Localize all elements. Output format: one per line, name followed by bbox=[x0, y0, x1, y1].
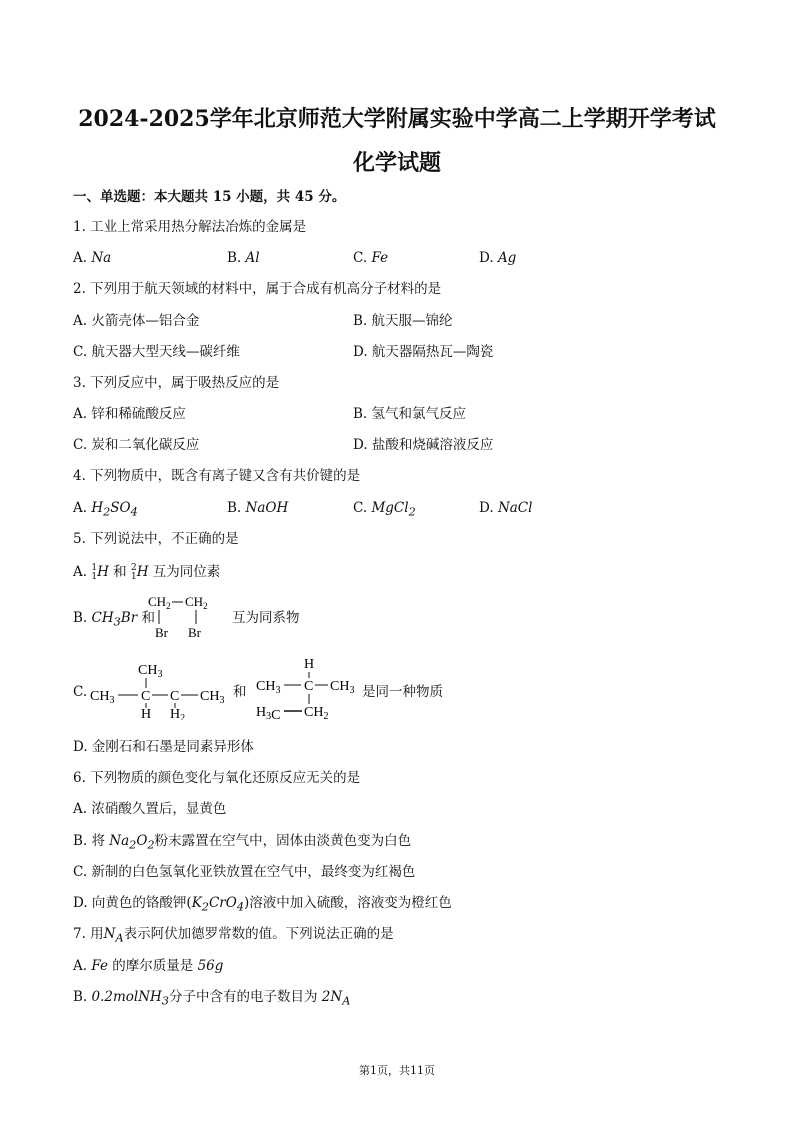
q7-stem: 7. 用$N_A$表示阿伏加德罗常数的值。下列说法正确的是 bbox=[73, 926, 394, 945]
q3-option-a: A. 锌和稀硫酸反应 bbox=[73, 406, 186, 422]
svg-text:Br: Br bbox=[188, 625, 201, 640]
q2-stem: 2. 下列用于航天领域的材料中，属于合成有机高分子材料的是 bbox=[73, 281, 442, 297]
svg-text:H: H bbox=[141, 707, 152, 720]
q3-option-b: B. 氢气和氯气反应 bbox=[353, 406, 467, 422]
svg-text:CH3: $CH_3$ bbox=[330, 679, 355, 696]
q2-option-a: A. 火箭壳体—铝合金 bbox=[73, 313, 200, 329]
q5-option-c-suffix: 是同一种物质 bbox=[362, 684, 443, 700]
q5-option-b-suffix: 互为同系物 bbox=[232, 610, 300, 626]
q5-option-a: A. 1 1H 和 2 1H 互为同位素 bbox=[73, 562, 221, 582]
q7-option-b: B. 0.2molNH$_3$分子中含有的电子数目为 $2N_A$ bbox=[73, 989, 351, 1008]
q4-stem: 4. 下列物质中，既含有离子键又含有共价键的是 bbox=[73, 468, 361, 484]
q7-option-a: A. Fe 的摩尔质量是 56g bbox=[73, 958, 224, 974]
q2-option-c: C. 航天器大型天线—碳纤维 bbox=[73, 344, 240, 360]
q6-stem: 6. 下列物质的颜色变化与氧化还原反应无关的是 bbox=[73, 770, 361, 786]
q1-option-d: D. Ag bbox=[479, 250, 517, 266]
svg-text:H3C: $H_3C$ bbox=[256, 705, 281, 723]
q5-stem: 5. 下列说法中，不正确的是 bbox=[73, 531, 239, 547]
svg-text:CH3: $CH_3$ bbox=[90, 689, 115, 706]
svg-text:CH2: $CH_2$ bbox=[304, 705, 329, 722]
q1-option-c: C. Fe bbox=[353, 250, 389, 266]
svg-text:Br: Br bbox=[155, 625, 168, 640]
q6-option-c: C. 新制的白色氢氧化亚铁放置在空气中，最终变为红褐色 bbox=[73, 864, 416, 880]
svg-text:CH3: $CH_3$ bbox=[138, 663, 163, 680]
svg-text:C: C bbox=[170, 689, 180, 704]
svg-text:CH3: $CH_3$ bbox=[256, 679, 281, 696]
butane-structure bbox=[254, 654, 364, 724]
q4-option-a: A. $H_2SO_4$ bbox=[73, 500, 138, 519]
dibromoethane-structure bbox=[145, 592, 220, 642]
page-footer: 第1页，共11页 bbox=[359, 1064, 435, 1077]
q6-option-d: D. 向黄色的铬酸钾$(K_2CrO_4)$溶液中加入硫酸，溶液变为橙红色 bbox=[73, 895, 452, 914]
svg-text:H2: $H_2$ bbox=[170, 707, 186, 720]
q3-option-c: C. 炭和二氧化碳反应 bbox=[73, 437, 200, 453]
q4-option-d: D. NaCl bbox=[479, 500, 533, 516]
section-heading: 一、单选题：本大题共 15 小题，共 45 分。 bbox=[73, 189, 346, 205]
q6-option-a: A. 浓硝酸久置后，显黄色 bbox=[73, 801, 227, 817]
q3-option-d: D. 盐酸和烧碱溶液反应 bbox=[353, 437, 494, 453]
q5-option-c-and: 和 bbox=[233, 684, 247, 700]
q1-stem: 1. 工业上常采用热分解法冶炼的金属是 bbox=[73, 219, 307, 235]
q5-option-c-label: C. bbox=[73, 684, 88, 700]
svg-text:CH2: $CH_2$ bbox=[185, 594, 208, 611]
exam-title: 2024-2025学年北京师范大学附属实验中学高二上学期开学考试 bbox=[78, 106, 716, 132]
svg-text:CH2: $CH_2$ bbox=[148, 594, 171, 611]
isobutane-structure bbox=[88, 658, 238, 720]
q2-option-d: D. 航天器隔热瓦—陶瓷 bbox=[353, 344, 494, 360]
q3-stem: 3. 下列反应中，属于吸热反应的是 bbox=[73, 375, 280, 391]
svg-text:C: C bbox=[141, 689, 151, 704]
q5-option-d: D. 金刚石和石墨是同素异形体 bbox=[73, 739, 254, 755]
q4-option-c: C. MgCl$_2$ bbox=[353, 500, 416, 519]
q6-option-b: B. 将 $Na_2O_2$粉末露置在空气中，固体由淡黄色变为白色 bbox=[73, 833, 412, 852]
q4-option-b: B. NaOH bbox=[227, 500, 289, 516]
exam-subtitle: 化学试题 bbox=[352, 150, 441, 176]
svg-text:CH3: $CH_3$ bbox=[200, 689, 225, 706]
svg-text:H: H bbox=[304, 657, 315, 672]
q1-option-b: B. Al bbox=[227, 250, 260, 266]
q1-option-a: A. Na bbox=[73, 250, 112, 266]
q5-option-b-label: B. $CH_3Br$ 和 bbox=[73, 610, 155, 629]
svg-text:C: C bbox=[304, 679, 314, 694]
q2-option-b: B. 航天服—锦纶 bbox=[353, 313, 453, 329]
